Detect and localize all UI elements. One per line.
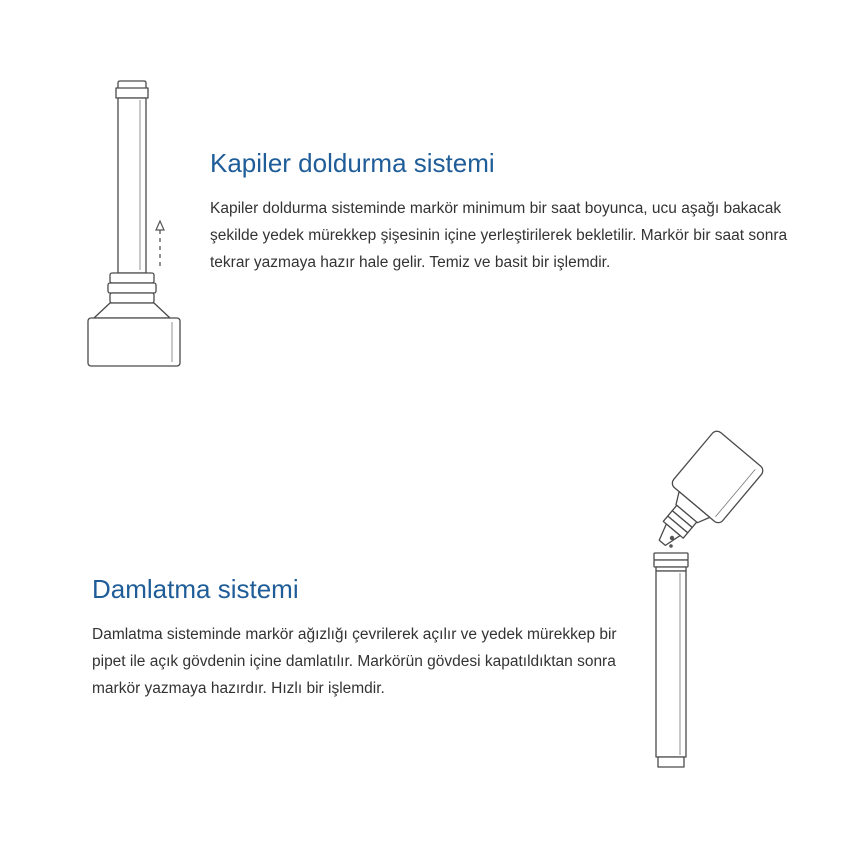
section-text-drip: Damlatma sisteminde markör ağızlığı çevrilerek açılır ve yedek mürekkep bir pipet ile açık gövdenin içine damlatılır. Markörün gövdesi kapatıldıktan sonra markör yazmaya hazırdır. Hızlı bir işlemdir. [92,626,617,698]
marker-in-ink-bottle-icon [80,80,190,375]
section-title-capillary: Kapiler doldurma sistemi [210,148,495,178]
drip-filling-section [92,574,637,702]
dropper-bottle-filling-marker-icon [620,425,780,775]
section-title-drip: Damlatma sistemi [92,574,299,604]
section-text-capillary: Kapiler doldurma sisteminde markör minimum bir saat boyunca, ucu aşağı bakacak şekilde yedek mürekkep şişesinin içine yerleştirilerek bekletilir. Markör bir saat sonra tekrar yazmaya hazır hale gelir. Temiz ve basit bir işlemdir. [210,200,788,272]
capillary-filling-section [210,148,790,276]
